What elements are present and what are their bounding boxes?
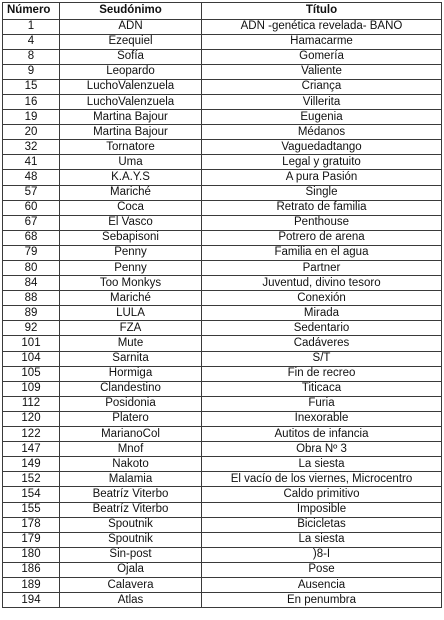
- cell-numero: 32: [3, 140, 60, 155]
- cell-titulo: Mirada: [202, 306, 442, 321]
- table-row: [3, 19, 442, 34]
- cell-titulo: Sedentario: [202, 321, 442, 336]
- cell-titulo: Médanos: [202, 125, 442, 140]
- cell-titulo: Gomería: [202, 49, 442, 64]
- cell-numero: 109: [3, 381, 60, 396]
- cell-titulo: Imposible: [202, 502, 442, 517]
- cell-titulo: ADN -genética revelada- BAÑO: [202, 19, 442, 34]
- cell-seudonimo: Calavera: [60, 577, 202, 592]
- cell-seudonimo: Sarnita: [60, 351, 202, 366]
- cell-seudonimo: Mute: [60, 336, 202, 351]
- table-row: [3, 261, 442, 276]
- cell-numero: 189: [3, 577, 60, 592]
- cell-seudonimo: Mariché: [60, 291, 202, 306]
- table-row: [3, 336, 442, 351]
- cell-seudonimo: Coca: [60, 200, 202, 215]
- table-row: [3, 472, 442, 487]
- table-row: [3, 230, 442, 245]
- cell-numero: 15: [3, 79, 60, 94]
- cell-numero: 88: [3, 291, 60, 306]
- table-row: [3, 532, 442, 547]
- cell-seudonimo: Martina Bajour: [60, 125, 202, 140]
- cell-titulo: Pose: [202, 562, 442, 577]
- table-row: [3, 276, 442, 291]
- cell-titulo: Caldo primitivo: [202, 487, 442, 502]
- table-row: [3, 170, 442, 185]
- table-header: [3, 3, 442, 20]
- cell-titulo: En penumbra: [202, 593, 442, 608]
- cell-numero: 178: [3, 517, 60, 532]
- table-row: [3, 366, 442, 381]
- cell-numero: 16: [3, 94, 60, 109]
- table-row: [3, 562, 442, 577]
- cell-seudonimo: Mnof: [60, 442, 202, 457]
- cell-numero: 41: [3, 155, 60, 170]
- entries-table-container: [2, 2, 441, 608]
- cell-seudonimo: Tornatore: [60, 140, 202, 155]
- cell-seudonimo: Nakoto: [60, 457, 202, 472]
- table-row: [3, 245, 442, 260]
- cell-seudonimo: FZA: [60, 321, 202, 336]
- cell-numero: 57: [3, 185, 60, 200]
- cell-titulo: Juventud, divino tesoro: [202, 276, 442, 291]
- cell-numero: 147: [3, 442, 60, 457]
- cell-numero: 122: [3, 427, 60, 442]
- cell-numero: 80: [3, 261, 60, 276]
- cell-titulo: Furia: [202, 396, 442, 411]
- cell-seudonimo: Posidonia: [60, 396, 202, 411]
- cell-titulo: El vacío de los viernes, Microcentro: [202, 472, 442, 487]
- cell-titulo: A pura Pasión: [202, 170, 442, 185]
- cell-titulo: Ausencia: [202, 577, 442, 592]
- cell-titulo: Villerita: [202, 94, 442, 109]
- cell-numero: 8: [3, 49, 60, 64]
- cell-seudonimo: Clandestino: [60, 381, 202, 396]
- cell-numero: 120: [3, 411, 60, 426]
- table-row: [3, 593, 442, 608]
- table-row: [3, 517, 442, 532]
- table-row: [3, 34, 442, 49]
- cell-titulo: Legal y gratuito: [202, 155, 442, 170]
- cell-seudonimo: Martina Bajour: [60, 110, 202, 125]
- table-row: [3, 442, 442, 457]
- cell-seudonimo: Too Monkys: [60, 276, 202, 291]
- cell-seudonimo: Ezequiel: [60, 34, 202, 49]
- cell-seudonimo: Platero: [60, 411, 202, 426]
- cell-numero: 20: [3, 125, 60, 140]
- cell-numero: 154: [3, 487, 60, 502]
- cell-numero: 101: [3, 336, 60, 351]
- table-row: [3, 110, 442, 125]
- cell-seudonimo: Spoutnik: [60, 532, 202, 547]
- cell-titulo: Vaguedadtango: [202, 140, 442, 155]
- table-row: [3, 140, 442, 155]
- cell-titulo: Partner: [202, 261, 442, 276]
- cell-numero: 60: [3, 200, 60, 215]
- cell-numero: 155: [3, 502, 60, 517]
- table-row: [3, 351, 442, 366]
- cell-titulo: La siesta: [202, 457, 442, 472]
- header-numero: Número: [3, 3, 60, 20]
- cell-seudonimo: Leopardo: [60, 64, 202, 79]
- cell-numero: 112: [3, 396, 60, 411]
- cell-seudonimo: MarianoCol: [60, 427, 202, 442]
- table-row: [3, 306, 442, 321]
- table-row: [3, 502, 442, 517]
- cell-titulo: Conexión: [202, 291, 442, 306]
- table-row: [3, 155, 442, 170]
- cell-titulo: Hamacarme: [202, 34, 442, 49]
- cell-seudonimo: Spoutnik: [60, 517, 202, 532]
- cell-seudonimo: Penny: [60, 245, 202, 260]
- cell-numero: 105: [3, 366, 60, 381]
- table-row: [3, 321, 442, 336]
- table-row: [3, 396, 442, 411]
- cell-numero: 19: [3, 110, 60, 125]
- table-body: [3, 19, 442, 608]
- cell-numero: 194: [3, 593, 60, 608]
- cell-titulo: Familia en el agua: [202, 245, 442, 260]
- cell-seudonimo: LuchoValenzuela: [60, 79, 202, 94]
- cell-numero: 67: [3, 215, 60, 230]
- cell-numero: 4: [3, 34, 60, 49]
- cell-titulo: Single: [202, 185, 442, 200]
- cell-numero: 48: [3, 170, 60, 185]
- cell-seudonimo: Uma: [60, 155, 202, 170]
- cell-seudonimo: Ojala: [60, 562, 202, 577]
- cell-titulo: La siesta: [202, 532, 442, 547]
- table-row: [3, 457, 442, 472]
- cell-numero: 186: [3, 562, 60, 577]
- table-row: [3, 64, 442, 79]
- cell-numero: 179: [3, 532, 60, 547]
- entries-table: [2, 2, 442, 608]
- cell-titulo: S/T: [202, 351, 442, 366]
- cell-titulo: Obra Nº 3: [202, 442, 442, 457]
- cell-numero: 84: [3, 276, 60, 291]
- cell-seudonimo: El Vasco: [60, 215, 202, 230]
- table-row: [3, 291, 442, 306]
- cell-numero: 1: [3, 19, 60, 34]
- cell-titulo: Penthouse: [202, 215, 442, 230]
- header-seudonimo: Seudónimo: [60, 3, 202, 20]
- cell-seudonimo: Malamia: [60, 472, 202, 487]
- cell-titulo: Fin de recreo: [202, 366, 442, 381]
- cell-seudonimo: Sofía: [60, 49, 202, 64]
- cell-seudonimo: Atlas: [60, 593, 202, 608]
- cell-seudonimo: Hormiga: [60, 366, 202, 381]
- cell-seudonimo: Beatríz Viterbo: [60, 502, 202, 517]
- table-row: [3, 487, 442, 502]
- header-row: [3, 3, 442, 20]
- table-row: [3, 94, 442, 109]
- cell-numero: 89: [3, 306, 60, 321]
- cell-seudonimo: Sebapisoni: [60, 230, 202, 245]
- cell-numero: 79: [3, 245, 60, 260]
- cell-titulo: Potrero de arena: [202, 230, 442, 245]
- cell-seudonimo: Beatríz Viterbo: [60, 487, 202, 502]
- cell-titulo: Retrato de familia: [202, 200, 442, 215]
- cell-titulo: )8-I: [202, 547, 442, 562]
- cell-seudonimo: LuchoValenzuela: [60, 94, 202, 109]
- table-row: [3, 215, 442, 230]
- cell-numero: 104: [3, 351, 60, 366]
- table-row: [3, 79, 442, 94]
- cell-titulo: Criança: [202, 79, 442, 94]
- table-row: [3, 200, 442, 215]
- cell-numero: 68: [3, 230, 60, 245]
- header-titulo: Título: [202, 3, 442, 20]
- cell-seudonimo: Penny: [60, 261, 202, 276]
- cell-titulo: Cadáveres: [202, 336, 442, 351]
- table-row: [3, 547, 442, 562]
- table-row: [3, 427, 442, 442]
- table-row: [3, 185, 442, 200]
- cell-titulo: Valiente: [202, 64, 442, 79]
- cell-numero: 9: [3, 64, 60, 79]
- table-row: [3, 381, 442, 396]
- cell-seudonimo: LULA: [60, 306, 202, 321]
- cell-titulo: Inexorable: [202, 411, 442, 426]
- table-row: [3, 577, 442, 592]
- cell-titulo: Autitos de infancia: [202, 427, 442, 442]
- cell-seudonimo: Sin-post: [60, 547, 202, 562]
- table-row: [3, 125, 442, 140]
- cell-titulo: Eugenia: [202, 110, 442, 125]
- cell-seudonimo: Mariché: [60, 185, 202, 200]
- cell-titulo: Bicicletas: [202, 517, 442, 532]
- cell-seudonimo: K.A.Y.S: [60, 170, 202, 185]
- cell-numero: 92: [3, 321, 60, 336]
- table-row: [3, 49, 442, 64]
- cell-numero: 180: [3, 547, 60, 562]
- cell-numero: 149: [3, 457, 60, 472]
- cell-titulo: Titicaca: [202, 381, 442, 396]
- table-row: [3, 411, 442, 426]
- cell-seudonimo: ADN: [60, 19, 202, 34]
- cell-numero: 152: [3, 472, 60, 487]
